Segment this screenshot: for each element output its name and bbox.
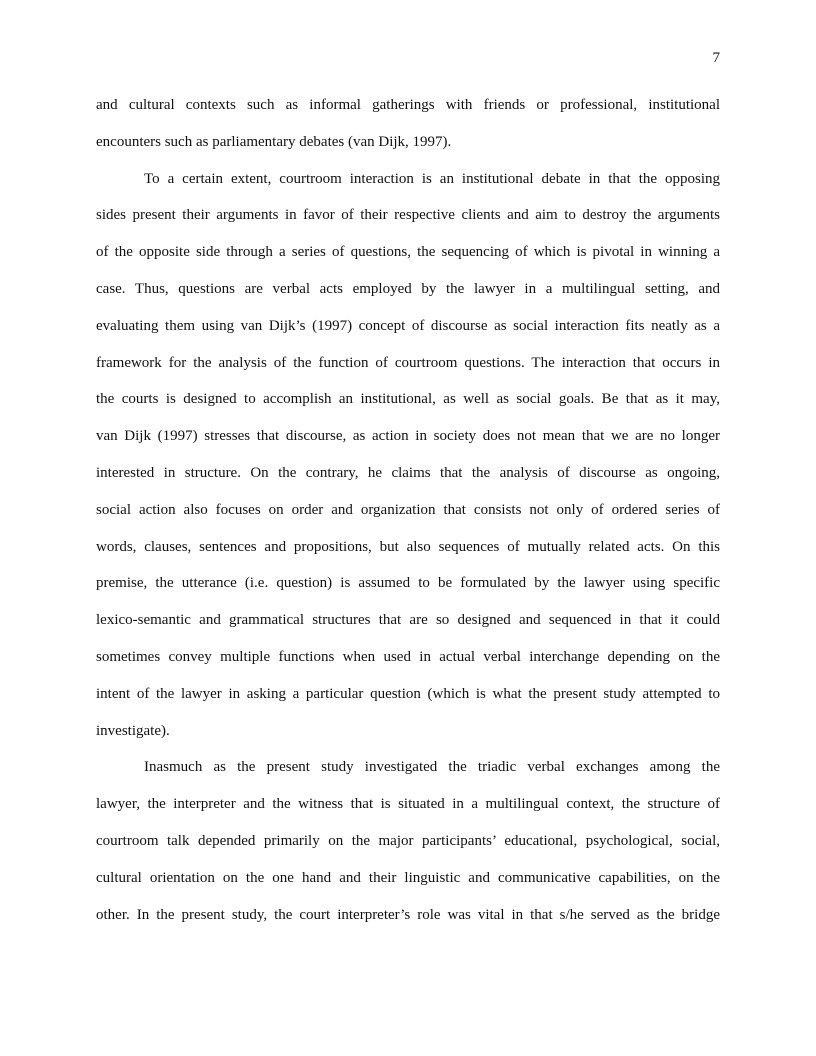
text-line: other. In the present study, the court interpreter’s role was vital in that s/he served as the bridge	[96, 906, 720, 923]
text-line: of the opposite side through a series of questions, the sequencing of which is pivotal in winning a	[96, 244, 720, 261]
text-line: To a certain extent, courtroom interaction is an institutional debate in that the opposing	[144, 170, 720, 187]
text-line: the courts is designed to accomplish an institutional, as well as social goals. Be that as it may,	[96, 391, 720, 408]
text-line: van Dijk (1997) stresses that discourse, as action in society does not mean that we are no longer	[96, 428, 720, 445]
text-line: lawyer, the interpreter and the witness that is situated in a multilingual context, the structure of	[96, 796, 720, 813]
text-line: sometimes convey multiple functions when used in actual verbal interchange depending on the	[96, 648, 720, 665]
text-line: intent of the lawyer in asking a particular question (which is what the present study attempted to	[96, 685, 720, 702]
text-line: words, clauses, sentences and propositions, but also sequences of mutually related acts. On this	[96, 538, 720, 555]
text-line: case. Thus, questions are verbal acts employed by the lawyer in a multilingual setting, and	[96, 280, 720, 297]
text-line: courtroom talk depended primarily on the major participants’ educational, psychological, social,	[96, 832, 720, 849]
body-text	[96, 87, 720, 933]
text-line: premise, the utterance (i.e. question) is assumed to be formulated by the lawyer using specific	[96, 575, 720, 592]
text-line: framework for the analysis of the function of courtroom questions. The interaction that occurs in	[96, 354, 720, 371]
text-line: encounters such as parliamentary debates (van Dijk, 1997).	[96, 133, 452, 150]
text-line: investigate).	[96, 722, 170, 739]
text-line: Inasmuch as the present study investigated the triadic verbal exchanges among the	[144, 759, 720, 776]
text-line: sides present their arguments in favor of their respective clients and aim to destroy the arguments	[96, 207, 720, 224]
page-number: 7	[712, 50, 720, 66]
text-line: social action also focuses on order and organization that consists not only of ordered series of	[96, 501, 720, 518]
text-line: interested in structure. On the contrary, he claims that the analysis of discourse as ongoing,	[96, 464, 720, 481]
text-line: cultural orientation on the one hand and their linguistic and communicative capabilities, on the	[96, 869, 720, 886]
text-line: and cultural contexts such as informal gatherings with friends or professional, institutional	[96, 97, 720, 113]
text-line: lexico-semantic and grammatical structures that are so designed and sequenced in that it could	[96, 612, 720, 629]
text-line: evaluating them using van Dijk’s (1997) concept of discourse as social interaction fits neatly as a	[96, 317, 720, 334]
